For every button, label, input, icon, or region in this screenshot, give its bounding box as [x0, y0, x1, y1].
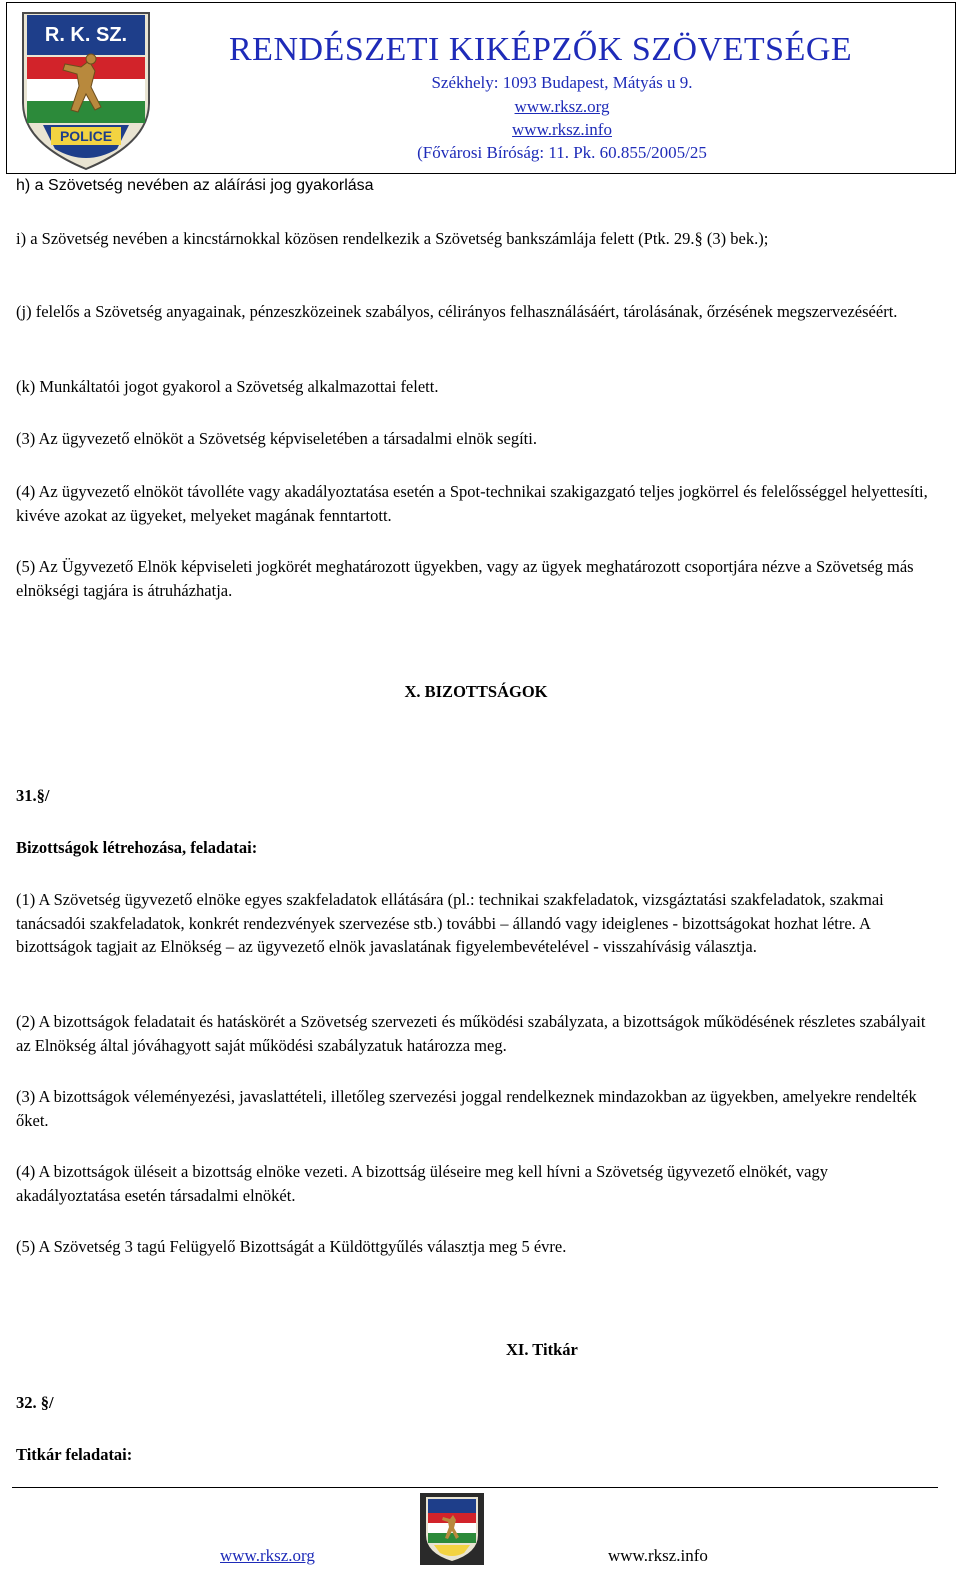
- footer-link-org[interactable]: www.rksz.org: [220, 1546, 315, 1565]
- heading-31: Bizottságok létrehozása, feladatai:: [16, 838, 258, 857]
- item-h: h) a Szövetség nevében az aláírási jog gyakorlása: [16, 177, 374, 194]
- paragraph-4: (4) Az ügyvezető elnököt távolléte vagy akadályoztatása esetén a Spot-technikai szakigazgató teljes jogkörrel és felelősséggel helyettesíti, kivéve azokat az ügyeket, melyeket magának fenntartott.: [16, 482, 928, 525]
- item-k: (k) Munkáltatói jogot gyakorol a Szövetség alkalmazottai felett.: [16, 377, 439, 396]
- website-link-org[interactable]: www.rksz.org: [514, 97, 610, 116]
- section-heading-x: X. BIZOTTSÁGOK: [404, 682, 548, 701]
- section-heading-xi: XI. Titkár: [506, 1340, 578, 1359]
- paragraph-3: (3) Az ügyvezető elnököt a Szövetség képviseletében a társadalmi elnök segíti.: [16, 429, 537, 448]
- committee-paragraph-4: (4) A bizottságok üléseit a bizottság elnöke vezeti. A bizottság üléseire meg kell hívni a Szövetség ügyvezető elnökét, vagy akadályoztatása esetén társadalmi elnökét.: [16, 1162, 828, 1205]
- letterhead: [6, 2, 956, 174]
- org-address: Székhely: 1093 Budapest, Mátyás u 9.: [431, 73, 693, 92]
- footer-logo: [420, 1493, 484, 1565]
- paragraph-number-32: 32. §/: [16, 1393, 54, 1412]
- paragraph-number-31: 31.§/: [16, 786, 50, 805]
- footer-link-info[interactable]: www.rksz.info: [608, 1546, 708, 1565]
- committee-paragraph-3: (3) A bizottságok véleményezési, javaslattételi, illetőleg szervezési joggal rendelkeznek mindazokban az ügyekben, amelyekre rendelték őket.: [16, 1087, 917, 1130]
- heading-32: Titkár feladatai:: [16, 1445, 133, 1464]
- committee-paragraph-2: (2) A bizottságok feladatait és hatáskörét a Szövetség szervezeti és működési szabályzata, a bizottságok működésének részletes szabályait az Elnökség által jóváhagyott saját működési szabályzatuk határozza meg.: [16, 1012, 926, 1055]
- paragraph-5: (5) Az Ügyvezető Elnök képviseleti jogkörét meghatározott ügyekben, vagy az ügyek meghatározott csoportjára nézve a Szövetség más elnökségi tagjára is átruházhatja.: [16, 557, 914, 600]
- footer-divider: [12, 1487, 938, 1488]
- committee-paragraph-1: (1) A Szövetség ügyvezető elnöke egyes szakfeladatok ellátására (pl.: technikai szakfeladatok, vizsgáztatási szakfeladatok, szakmai tanácsadói szakfeladatok, konkrét rendezvények szervezése stb.) további – állandó vagy ideiglenes - bizottságokat hozhat létre. A bizottságok tagjait az Elnökség – az ügyvezető elnök javaslatának figyelembevételével - visszahívásig választja.: [16, 890, 884, 956]
- svg-text:R. K. SZ.: R. K. SZ.: [44, 24, 128, 46]
- committee-paragraph-5: (5) A Szövetség 3 tagú Felügyelő Bizottságát a Küldöttgyűlés választja meg 5 évre.: [16, 1237, 567, 1256]
- org-title: RENDÉSZETI KIKÉPZŐK SZÖVETSÉGE: [229, 31, 853, 68]
- court-registration: (Fővárosi Bíróság: 11. Pk. 60.855/2005/25: [417, 143, 707, 162]
- item-i: i) a Szövetség nevében a kincstárnokkal közösen rendelkezik a Szövetség bankszámlája felett (Ptk. 29.§ (3) bek.);: [16, 229, 769, 248]
- svg-text:POLICE: POLICE: [59, 128, 113, 144]
- item-j: (j) felelős a Szövetség anyagainak, pénzeszközeinek szabályos, célirányos felhasználásáért, tárolásának, őrzésének megszervezéséért.: [16, 302, 898, 321]
- website-link-info[interactable]: www.rksz.info: [512, 120, 612, 139]
